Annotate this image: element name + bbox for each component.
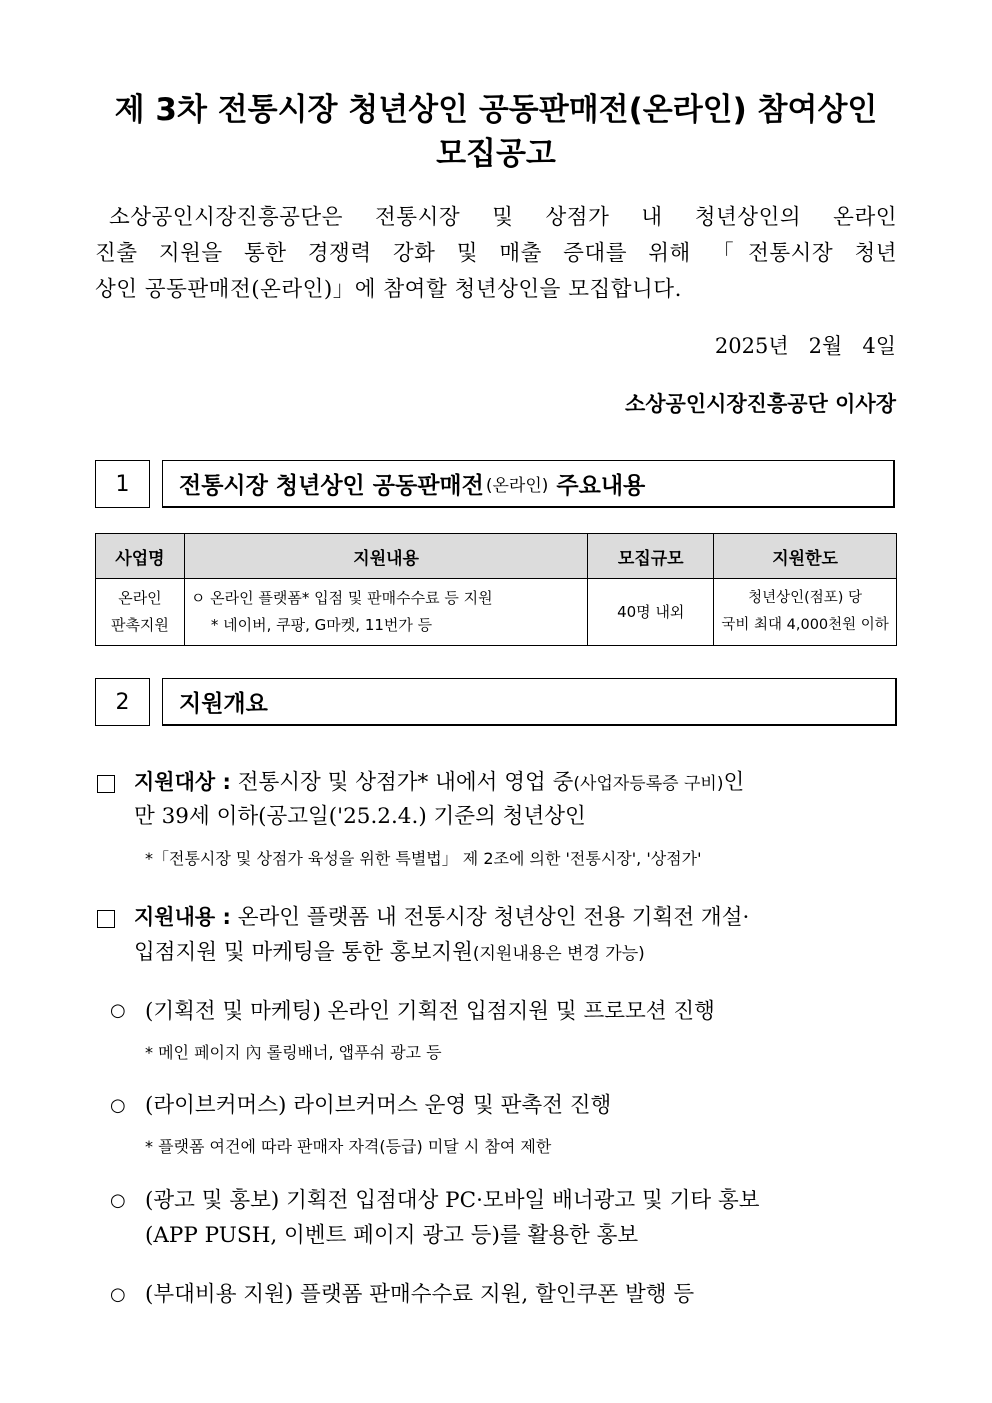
circle-bullet-icon: ○ xyxy=(110,1095,126,1116)
target-label: 지원대상 : xyxy=(134,770,231,794)
table-header: 지원내용 xyxy=(184,534,587,579)
target-line2: 만 39세 이하(공고일('25.2.4.) 기준의 청년상인 xyxy=(134,804,586,829)
intro-line2: 진출 지원을 통한 경쟁력 강화 및 매출 증대를 위해 「전통시장 청년 xyxy=(95,241,897,266)
support-label: 지원내용 : xyxy=(134,905,231,929)
list-item: (광고 및 홍보) 기획전 입점대상 PC·모바일 배너광고 및 기타 홍보 xyxy=(145,1188,760,1213)
section-1-number: 1 xyxy=(95,460,150,508)
page-title-line1: 제 3차 전통시장 청년상인 공동판매전(온라인) 참여상인 xyxy=(114,92,878,128)
support-line2 xyxy=(134,935,645,972)
cell-text: ㅇ 온라인 플랫폼* 입점 및 판매수수료 등 지원 xyxy=(190,589,493,607)
cell-text: 판촉지원 xyxy=(110,616,169,634)
section-1-title-main: 전통시장 청년상인 공동판매전 xyxy=(179,473,484,499)
cell-text: 국비 최대 4,000천원 이하 xyxy=(721,617,889,633)
target-text: 전통시장 및 상점가* 내에서 영업 중 xyxy=(237,770,574,795)
section-1-title-end: 주요내용 xyxy=(556,473,646,499)
table-cell-limit xyxy=(714,579,897,646)
table-cell-scale: 40명 내외 xyxy=(588,579,714,646)
issuer-name: 소상공인시장진흥공단 이사장 xyxy=(624,392,896,416)
intro-line1: 소상공인시장진흥공단은 전통시장 및 상점가 내 청년상인의 온라인 xyxy=(109,205,897,230)
page-title-line2: 모집공고 xyxy=(436,136,556,172)
main-info-table xyxy=(95,533,897,646)
target-note: *「전통시장 및 상점가 육성을 위한 특별법」 제 2조에 의한 '전통시장', '상점가' xyxy=(145,849,702,868)
cell-text: 온라인 xyxy=(118,589,162,607)
support-text-small: (지원내용은 변경 가능) xyxy=(472,944,645,964)
circle-bullet-icon: ○ xyxy=(110,1000,126,1021)
list-item-note: * 메인 페이지 內 롤링배너, 앱푸쉬 광고 등 xyxy=(145,1043,442,1062)
section-1-header xyxy=(95,460,895,510)
list-item: (부대비용 지원) 플랫폼 판매수수료 지원, 할인쿠폰 발행 등 xyxy=(145,1282,695,1307)
table-header-row xyxy=(96,534,897,579)
section-1-title-small: (온라인) xyxy=(485,476,549,496)
section-2-title: 지원개요 xyxy=(162,678,897,726)
list-item: (기획전 및 마케팅) 온라인 기획전 입점지원 및 프로모션 진행 xyxy=(145,999,715,1024)
table-header: 모집규모 xyxy=(588,534,714,579)
section-2-number: 2 xyxy=(95,678,150,726)
checkbox-square-icon xyxy=(97,910,115,928)
checkbox-square-icon xyxy=(97,775,115,793)
support-line1 xyxy=(134,899,749,936)
list-item-note: * 플랫폼 여건에 따라 판매자 자격(등급) 미달 시 참여 제한 xyxy=(145,1137,552,1156)
section-2-header xyxy=(95,678,897,728)
list-item: (라이브커머스) 라이브커머스 운영 및 판촉전 진행 xyxy=(145,1093,612,1118)
cell-text: * 네이버, 쿠팡, G마켓, 11번가 등 xyxy=(210,616,433,634)
announcement-date: 2025년 2월 4일 xyxy=(714,334,896,358)
target-text-end: 인 xyxy=(723,770,745,795)
support-text: 온라인 플랫폼 내 전통시장 청년상인 전용 기획전 개설· xyxy=(237,905,750,930)
table-header: 지원한도 xyxy=(714,534,897,579)
section-1-title xyxy=(162,460,895,508)
table-cell-name xyxy=(96,579,185,646)
cell-text: 청년상인(점포) 당 xyxy=(748,590,863,606)
circle-bullet-icon: ○ xyxy=(110,1284,126,1305)
table-row xyxy=(96,579,897,646)
intro-line3: 상인 공동판매전(온라인)」에 참여할 청년상인을 모집합니다. xyxy=(95,277,682,302)
list-item-continued: (APP PUSH, 이벤트 페이지 광고 등)를 활용한 홍보 xyxy=(145,1223,639,1248)
table-cell-content xyxy=(184,579,587,646)
target-text-small: (사업자등록증 구비) xyxy=(573,774,724,794)
support-text: 입점지원 및 마케팅을 통한 홍보지원 xyxy=(134,940,473,965)
table-header: 사업명 xyxy=(96,534,185,579)
circle-bullet-icon: ○ xyxy=(110,1190,126,1211)
target-line1 xyxy=(134,764,744,802)
